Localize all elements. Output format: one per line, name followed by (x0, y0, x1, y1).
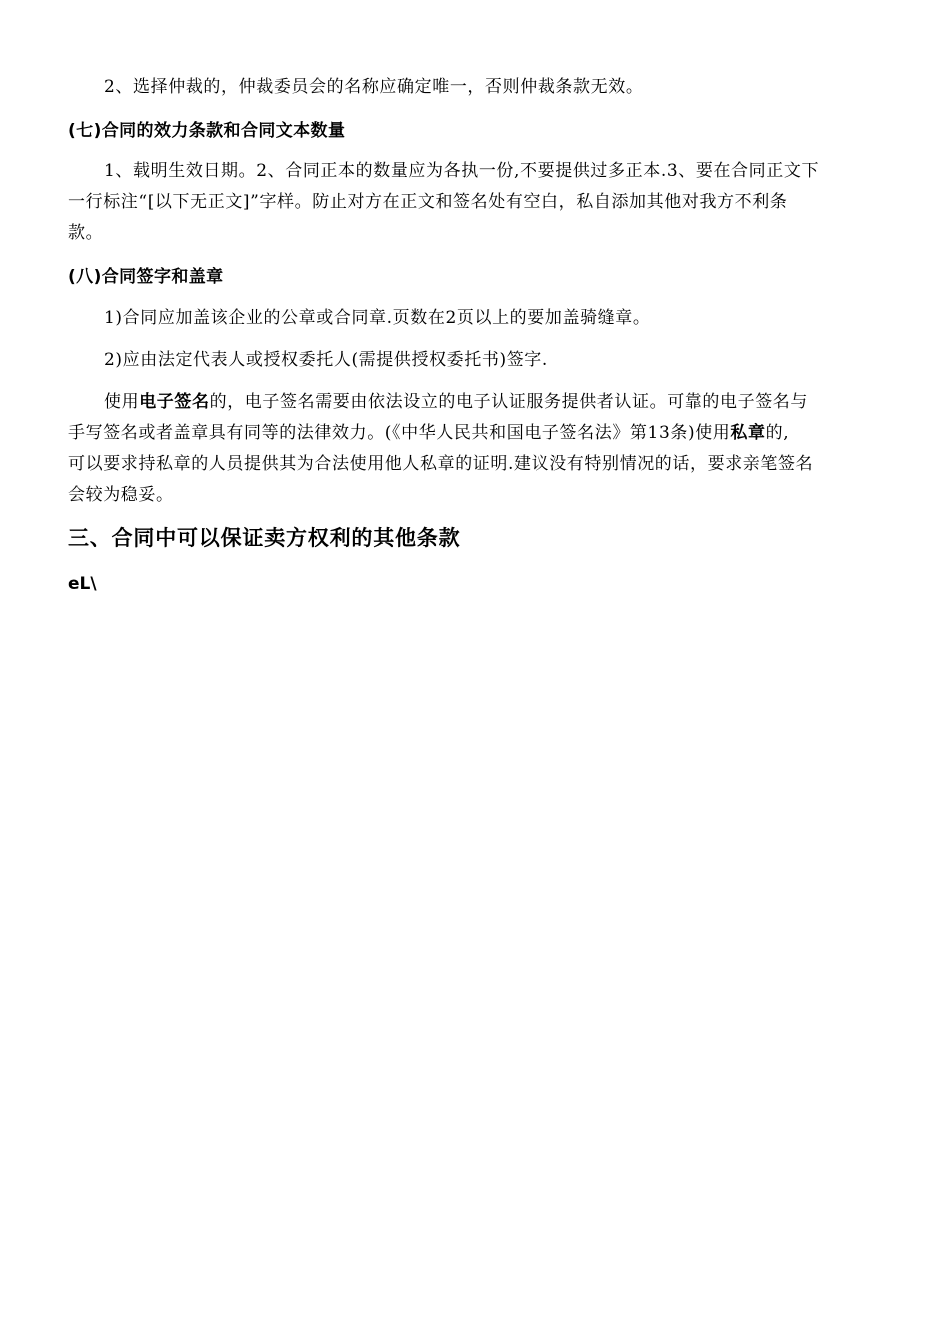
trailing-text: eL\ (68, 574, 97, 594)
validity-line-1: 1、载明生效日期。2、合同正本的数量应为各执一份,不要提供过多正本.3、要在合同正文下 (104, 161, 820, 181)
arbitration-clause-line: 2、选择仲裁的，仲裁委员会的名称应确定唯一，否则仲裁条款无效。 (104, 77, 644, 97)
esign-prefix: 使用 (104, 392, 140, 412)
section-heading-3: 三、合同中可以保证卖方权利的其他条款 (68, 526, 461, 550)
signature-requirement-text (68, 345, 888, 376)
esign-line-1 (68, 387, 888, 418)
private-seal-bold-term: 私章 (730, 423, 766, 443)
section-heading-7: (七)合同的效力条款和合同文本数量 (68, 121, 346, 141)
validity-clause-paragraph (68, 156, 888, 249)
arbitration-clause-text (68, 72, 888, 103)
signature-requirement-line: 2)应由法定代表人或授权委托人(需提供授权委托书)签字. (104, 350, 548, 370)
esign-line-1-rest: 的，电子签名需要由依法设立的电子认证服务提供者认证。可靠的电子签名与 (209, 392, 809, 412)
esign-line-2 (68, 418, 888, 449)
esign-line-3: 可以要求持私章的人员提供其为合法使用他人私章的证明.建议没有特别情况的话，要求亲笔签名 (68, 454, 814, 474)
electronic-signature-paragraph (68, 387, 888, 511)
esign-bold-term: 电子签名 (139, 392, 210, 412)
seal-requirement-text (68, 303, 888, 334)
section-heading-8: (八)合同签字和盖章 (68, 267, 224, 287)
validity-line-3: 款。 (68, 223, 104, 243)
esign-line-4: 会较为稳妥。 (68, 485, 174, 505)
esign-line-2-end: 的, (765, 423, 790, 443)
seal-requirement-line: 1)合同应加盖该企业的公章或合同章.页数在2页以上的要加盖骑缝章。 (104, 308, 651, 328)
validity-line-2: 一行标注“[以下无正文]”字样。防止对方在正文和签名处有空白，私自添加其他对我方不利条 (68, 192, 788, 212)
esign-line-2-start: 手写签名或者盖章具有同等的法律效力。(《中华人民共和国电子签名法》第13条)使用 (68, 423, 731, 443)
